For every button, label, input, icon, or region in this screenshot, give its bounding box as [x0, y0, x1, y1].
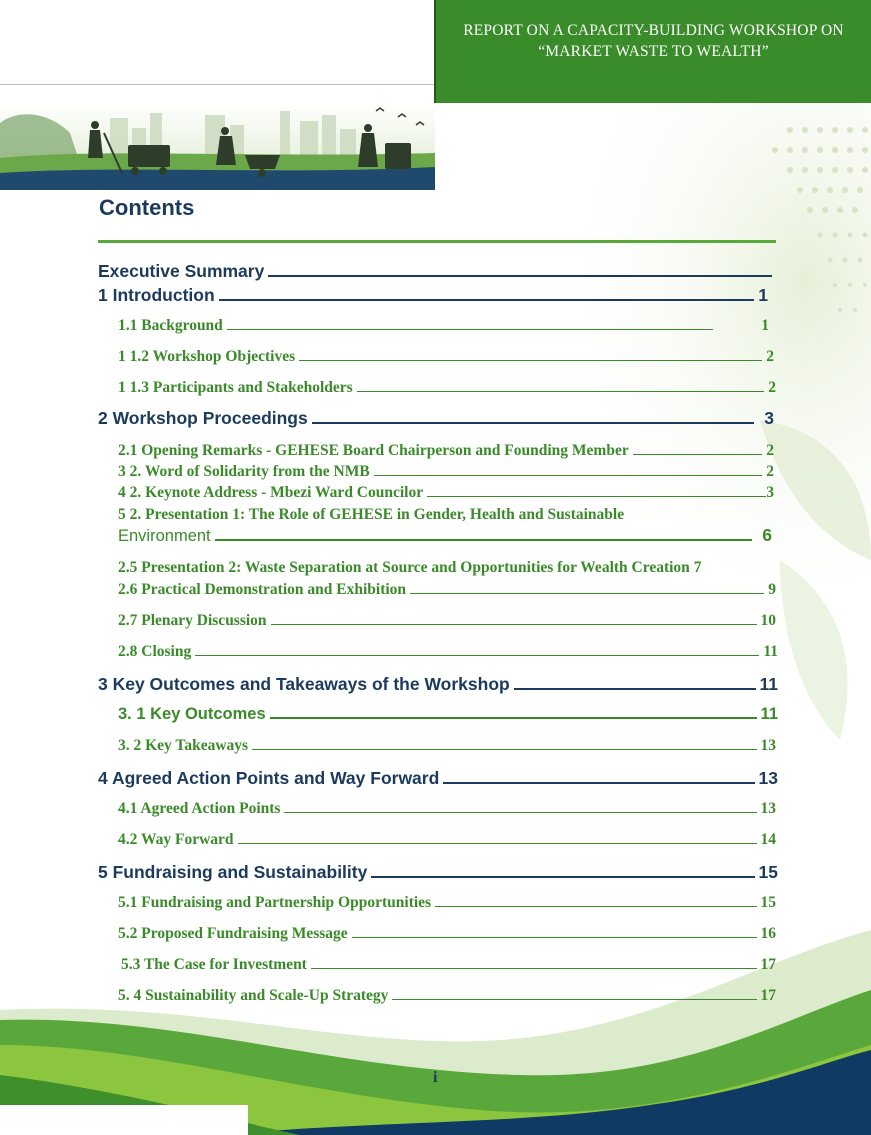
toc-entry-key-outcomes[interactable] [118, 705, 778, 724]
toc-entry-agreed-action-points-way-forward[interactable] [98, 768, 778, 789]
toc-entry-practical-demonstration[interactable] [118, 581, 776, 599]
toc-leader [252, 749, 756, 750]
toc-entry-label: 2 Workshop Proceedings [98, 408, 308, 428]
contents-divider [98, 240, 776, 243]
toc-entry-label: 2.8 Closing [118, 643, 192, 660]
toc-leader [443, 782, 754, 784]
toc-page-number: 13 [758, 768, 778, 788]
toc-page-number: 11 [759, 674, 778, 694]
toc-page-number: 6 [762, 525, 772, 545]
toc-entry-opening-remarks[interactable] [118, 442, 774, 460]
toc-leader [271, 624, 757, 625]
toc-page-number: 11 [760, 705, 778, 723]
toc-leader [311, 968, 757, 969]
toc-entry-key-outcomes-takeaways[interactable] [98, 674, 778, 695]
toc-entry-label: 3 2. Word of Solidarity from the NMB [118, 463, 370, 480]
toc-leader [514, 688, 756, 690]
toc-entry-case-for-investment[interactable] [121, 956, 776, 974]
toc-page-number: 17 [760, 956, 776, 973]
toc-entry-label: 2.7 Plenary Discussion [118, 612, 267, 629]
toc-leader [227, 329, 713, 330]
toc-leader [374, 475, 763, 476]
toc-entry-word-of-solidarity[interactable] [118, 463, 774, 481]
toc-entry-participants[interactable] [118, 379, 776, 397]
toc-page-number: 10 [760, 612, 776, 629]
toc-entry-fundraising-opportunities[interactable] [118, 894, 776, 912]
toc-page-number: 3 [766, 484, 774, 501]
toc-entry-label: 3. 1 Key Outcomes [118, 705, 266, 723]
toc-entry-label: 5.1 Fundraising and Partnership Opportunities [118, 894, 432, 911]
toc-entry-plenary-discussion[interactable] [118, 612, 776, 630]
toc-page-number: 2 [766, 348, 774, 365]
toc-entry-label: 4.2 Way Forward [118, 831, 234, 848]
waste-workers-illustration [0, 103, 435, 190]
toc-leader [371, 876, 754, 878]
toc-entry-label: 2.1 Opening Remarks - GEHESE Board Chairperson and Founding Member [118, 442, 629, 459]
toc-entry-keynote-address[interactable] [118, 484, 774, 502]
toc-entry-label: 3 Key Outcomes and Takeaways of the Workshop [98, 674, 510, 694]
toc-page-number: 3 [764, 408, 774, 428]
report-title-line-2: “MARKET WASTE TO WEALTH” [538, 43, 769, 60]
toc-leader [219, 299, 755, 301]
toc-entry-label: 4 2. Keynote Address - Mbezi Ward Councilor [118, 484, 424, 501]
toc-leader [392, 999, 756, 1000]
toc-entry-label: 5.2 Proposed Fundraising Message [118, 925, 348, 942]
toc-page-number: 9 [768, 581, 776, 598]
header-rule [0, 84, 435, 85]
toc-entry-workshop-objectives[interactable] [118, 348, 774, 366]
toc-entry-label: Environment [118, 527, 211, 545]
toc-entry-label: 5 Fundraising and Sustainability [98, 862, 368, 882]
toc-entry-label: 2.6 Practical Demonstration and Exhibition [118, 581, 407, 598]
toc-page-number: 16 [760, 925, 776, 942]
toc-entry-label: 1 1.2 Workshop Objectives [118, 348, 296, 365]
toc-entry-label: 1.1 Background [118, 317, 223, 334]
toc-entry-label: 1 Introduction [98, 285, 215, 305]
toc-page-number: 2 [766, 442, 774, 459]
toc-entry-agreed-action-points[interactable] [118, 800, 776, 818]
toc-page-number: 13 [760, 800, 776, 817]
toc-page-number: 1 [758, 285, 768, 305]
toc-leader [270, 717, 757, 719]
toc-entry-fundraising-sustainability[interactable] [98, 862, 778, 883]
toc-entry-presentation-1[interactable] [118, 506, 624, 524]
toc-entry-introduction[interactable] [98, 285, 768, 306]
toc-entry-closing[interactable] [118, 643, 778, 661]
report-title-line-1: REPORT ON A CAPACITY-BUILDING WORKSHOP ON [463, 22, 844, 39]
toc-leader [410, 593, 764, 594]
toc-entry-label: 2.5 Presentation 2: Waste Separation at Source and Opportunities for Wealth Creation [118, 559, 690, 576]
toc-leader [352, 937, 757, 938]
toc-leader [215, 539, 753, 541]
page-number: i [433, 1069, 438, 1086]
toc-entry-key-takeaways[interactable] [118, 737, 776, 755]
toc-page-number: 13 [760, 737, 776, 754]
toc-page-number: 11 [763, 643, 778, 660]
toc-entry-sustainability-scale-up[interactable] [118, 987, 776, 1005]
contents-heading: Contents [99, 195, 195, 220]
toc-entry-label: Executive Summary [98, 261, 265, 281]
toc-leader [357, 391, 765, 392]
toc-page-number: 7 [693, 559, 702, 576]
toc-entry-label: 4.1 Agreed Action Points [118, 800, 281, 817]
toc-entry-background[interactable] [118, 317, 769, 335]
toc-leader [284, 812, 756, 813]
toc-leader [268, 275, 772, 277]
toc-entry-label: 5 2. Presentation 1: The Role of GEHESE in Gender, Health and Sustainable [118, 506, 625, 523]
toc-page-number: 2 [766, 463, 774, 480]
toc-page-number: 15 [760, 894, 776, 911]
toc-page-number: 2 [768, 379, 776, 396]
toc-entry-presentation-2[interactable] [118, 559, 702, 577]
toc-entry-workshop-proceedings[interactable] [98, 408, 774, 429]
toc-leader [427, 496, 766, 497]
toc-entry-fundraising-message[interactable] [118, 925, 776, 943]
toc-entry-way-forward[interactable] [118, 831, 776, 849]
toc-page-number: 14 [760, 831, 776, 848]
toc-leader [312, 422, 755, 424]
toc-entry-label: 4 Agreed Action Points and Way Forward [98, 768, 440, 788]
toc-entry-label: 5. 4 Sustainability and Scale-Up Strategy [118, 987, 389, 1004]
toc-leader [435, 906, 756, 907]
toc-entry-label: 3. 2 Key Takeaways [118, 737, 249, 754]
toc-leader [299, 360, 762, 361]
toc-entry-executive-summary[interactable] [98, 261, 776, 282]
toc-page-number: 15 [758, 862, 778, 882]
toc-entry-label: 1 1.3 Participants and Stakeholders [118, 379, 353, 396]
report-title-banner [434, 0, 871, 103]
toc-leader [195, 655, 759, 656]
toc-leader [633, 454, 763, 455]
toc-entry-label: 5.3 The Case for Investment [121, 956, 307, 973]
toc-page-number: 17 [760, 987, 776, 1004]
toc-entry-presentation-1-continued[interactable] [118, 525, 772, 546]
toc-leader [238, 843, 757, 844]
toc-page-number: 1 [761, 317, 769, 334]
corner-blank-area [0, 1105, 248, 1135]
